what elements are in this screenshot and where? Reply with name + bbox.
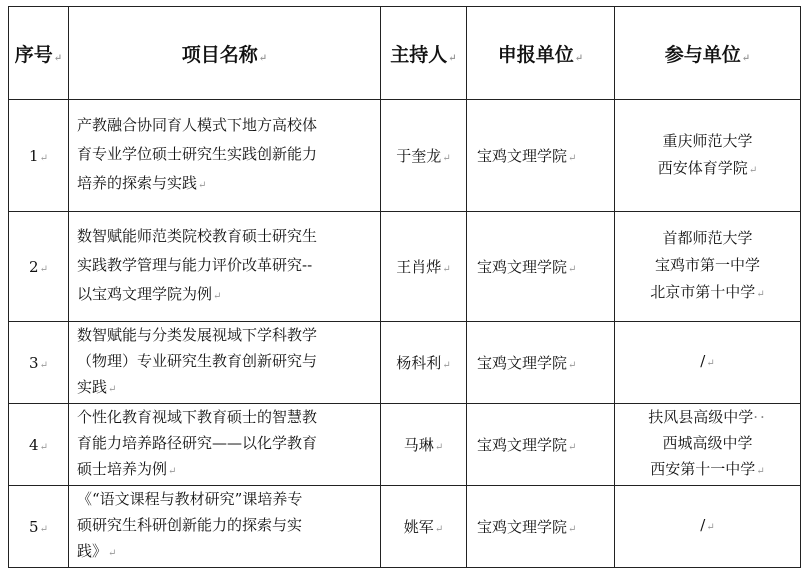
table-row [9, 486, 801, 568]
table-row [9, 322, 801, 404]
host-name: 姚军↵ [381, 486, 467, 568]
participant-units: /↵ [615, 486, 801, 568]
header-name: 项目名称↵ [69, 7, 381, 100]
project-name: 产教融合协同育人模式下地方高校体 育专业学位硕士研究生实践创新能力 培养的探索与实践↵ [69, 100, 381, 212]
row-number: 2↵ [9, 212, 69, 322]
applicant-unit: 宝鸡文理学院↵ [467, 486, 615, 568]
project-name: 数智赋能师范类院校教育硕士研究生 实践教学管理与能力评价改革研究-- 以宝鸡文理学院为例↵ [69, 212, 381, 322]
host-name: 王肖烨↵ [381, 212, 467, 322]
host-name: 于奎龙↵ [381, 100, 467, 212]
row-number: 4↵ [9, 404, 69, 486]
applicant-unit: 宝鸡文理学院↵ [467, 212, 615, 322]
applicant-unit: 宝鸡文理学院↵ [467, 322, 615, 404]
table-row [9, 100, 801, 212]
header-participants: 参与单位↵ [615, 7, 801, 100]
header-row [9, 7, 801, 100]
project-name: 《“语文课程与教材研究”课培养专 硕研究生科研创新能力的探索与实 践》↵ [69, 486, 381, 568]
host-name: 马琳↵ [381, 404, 467, 486]
host-name: 杨科利↵ [381, 322, 467, 404]
applicant-unit: 宝鸡文理学院↵ [467, 404, 615, 486]
header-num: 序号↵ [9, 7, 69, 100]
row-number: 1↵ [9, 100, 69, 212]
project-name: 个性化教育视域下教育硕士的智慧教 育能力培养路径研究——以化学教育 硕士培养为例↵ [69, 404, 381, 486]
row-number: 5↵ [9, 486, 69, 568]
project-name: 数智赋能与分类发展视域下学科教学 （物理）专业研究生教育创新研究与 实践↵ [69, 322, 381, 404]
header-unit: 申报单位↵ [467, 7, 615, 100]
participant-units: /↵ [615, 322, 801, 404]
participant-units: 扶风县高级中学·· 西城高级中学 西安第十一中学↵ [615, 404, 801, 486]
row-number: 3↵ [9, 322, 69, 404]
project-table [8, 6, 801, 568]
table-row [9, 404, 801, 486]
table-row [9, 212, 801, 322]
header-host: 主持人↵ [381, 7, 467, 100]
participant-units: 重庆师范大学 西安体育学院↵ [615, 100, 801, 212]
participant-units: 首都师范大学 宝鸡市第一中学 北京市第十中学↵ [615, 212, 801, 322]
applicant-unit: 宝鸡文理学院↵ [467, 100, 615, 212]
